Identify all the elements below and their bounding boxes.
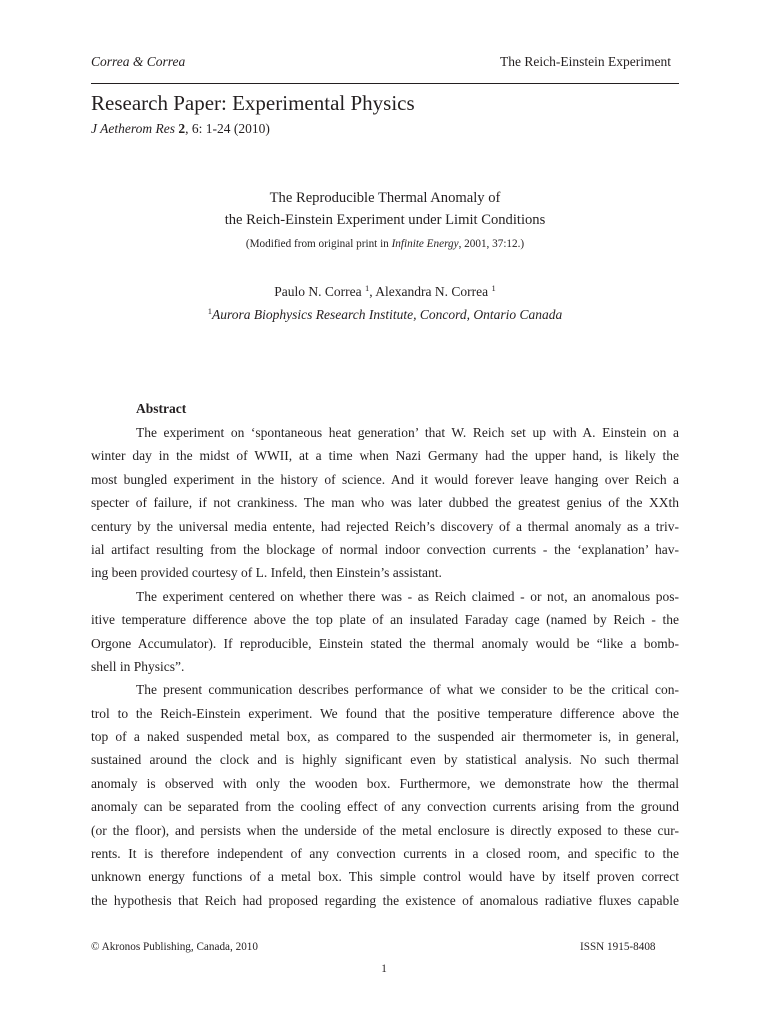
header-rule [91,83,679,84]
running-head-authors: Correa & Correa [91,54,186,69]
abstract-line: top of a naked suspended metal box, as compared to the suspended air thermometer is, in general, [91,729,679,745]
abstract-line: anomaly is observed with only the wooden box. Furthermore, we demonstrate how the thermal [91,775,679,791]
abstract-line: rents. It is therefore independent of any convection currents in a closed room, and specific to the [91,846,679,862]
abstract-line: most bungled experiment in the history of science. And it would forever leave hanging over Reich a [91,471,679,487]
paper-title-line-2: the Reich-Einstein Experiment under Limit Conditions [224,212,546,228]
running-head-title: The Reich-Einstein Experiment [500,54,671,69]
citation-volume: 2 [178,121,186,136]
abstract-line: The present communication describes performance of what we consider to be the critical con- [136,682,679,698]
author-2: Alexandra N. Correa [375,284,489,299]
abstract-line: anomaly can be separated from the cooling effect of any convection currents arising from the ground [91,799,679,815]
abstract-line: the hypothesis that Reich had proposed regarding the existence of anomalous radiative fluxes capable [91,892,679,908]
footer-copyright: © Akronos Publishing, Canada, 2010 [91,941,258,953]
abstract-line: specter of failure, if not crankiness. The man who was later dubbed the greatest genius of the XXth [91,495,679,511]
modified-note-prefix: (Modified from original print in [245,238,392,250]
author-1-affiliation-mark: 1 [365,283,370,293]
modified-note-source: Infinite Energy [391,238,459,250]
abstract-line: (or the floor), and persists when the underside of the metal enclosure is directly exposed to these cur- [91,822,679,838]
citation-journal: J Aetherom Res [91,121,175,136]
abstract-body [91,421,679,912]
journal-citation [91,120,270,137]
author-line [91,283,679,301]
modified-note-suffix: , 2001, 37:12.) [458,238,525,250]
affiliation-mark: 1 [207,306,212,316]
footer-issn: ISSN 1915-8408 [580,941,656,953]
modified-note [91,236,679,252]
page-number: 1 [381,963,387,975]
abstract-line: The experiment on ‘spontaneous heat generation’ that W. Reich set up with A. Einstein on a [136,425,679,440]
author-2-affiliation-mark: 1 [491,283,496,293]
citation-rest: , 6: 1-24 (2010) [185,121,270,136]
author-1: Paulo N. Correa [274,284,362,299]
abstract-line: century by the universal media entente, had rejected Reich’s discovery of a thermal anomaly as a triv- [91,518,679,534]
abstract-line: unknown energy functions of a metal box. This simple control would have by itself proven correct [91,869,679,885]
affiliation-institution: Aurora Biophysics Research Institute, Concord, Ontario Canada [212,307,563,322]
affiliation [91,306,679,324]
abstract-line: sustained around the clock and is highly significant even by statistical analysis. No such thermal [91,752,679,768]
abstract-line: itive temperature difference above the top plate of an insulated Faraday cage (named by Reich - the [91,612,679,628]
abstract-line: trol to the Reich-Einstein experiment. We found that the positive temperature difference above the [91,705,679,721]
abstract-line: The experiment centered on whether there was - as Reich claimed - or not, an anomalous pos- [136,588,679,604]
abstract-line: shell in Physics”. [91,658,185,674]
abstract-line: ing been provided courtesy of L. Infeld, then Einstein’s assistant. [91,565,442,581]
author-separator: , [369,284,376,299]
abstract-line: ial artifact resulting from the blockage of normal indoor convection currents - the ‘explanation’ hav- [91,541,679,557]
abstract-heading: Abstract [136,401,187,416]
abstract-line: winter day in the midst of WWII, at a time when Nazi Germany had the upper hand, is likely the [91,448,679,464]
abstract-line: Orgone Accumulator). If reproducible, Einstein stated the thermal anomaly would be “like a bomb- [91,635,679,651]
section-heading: Research Paper: Experimental Physics [91,91,415,115]
paper-title-line-1: The Reproducible Thermal Anomaly of [269,190,501,206]
